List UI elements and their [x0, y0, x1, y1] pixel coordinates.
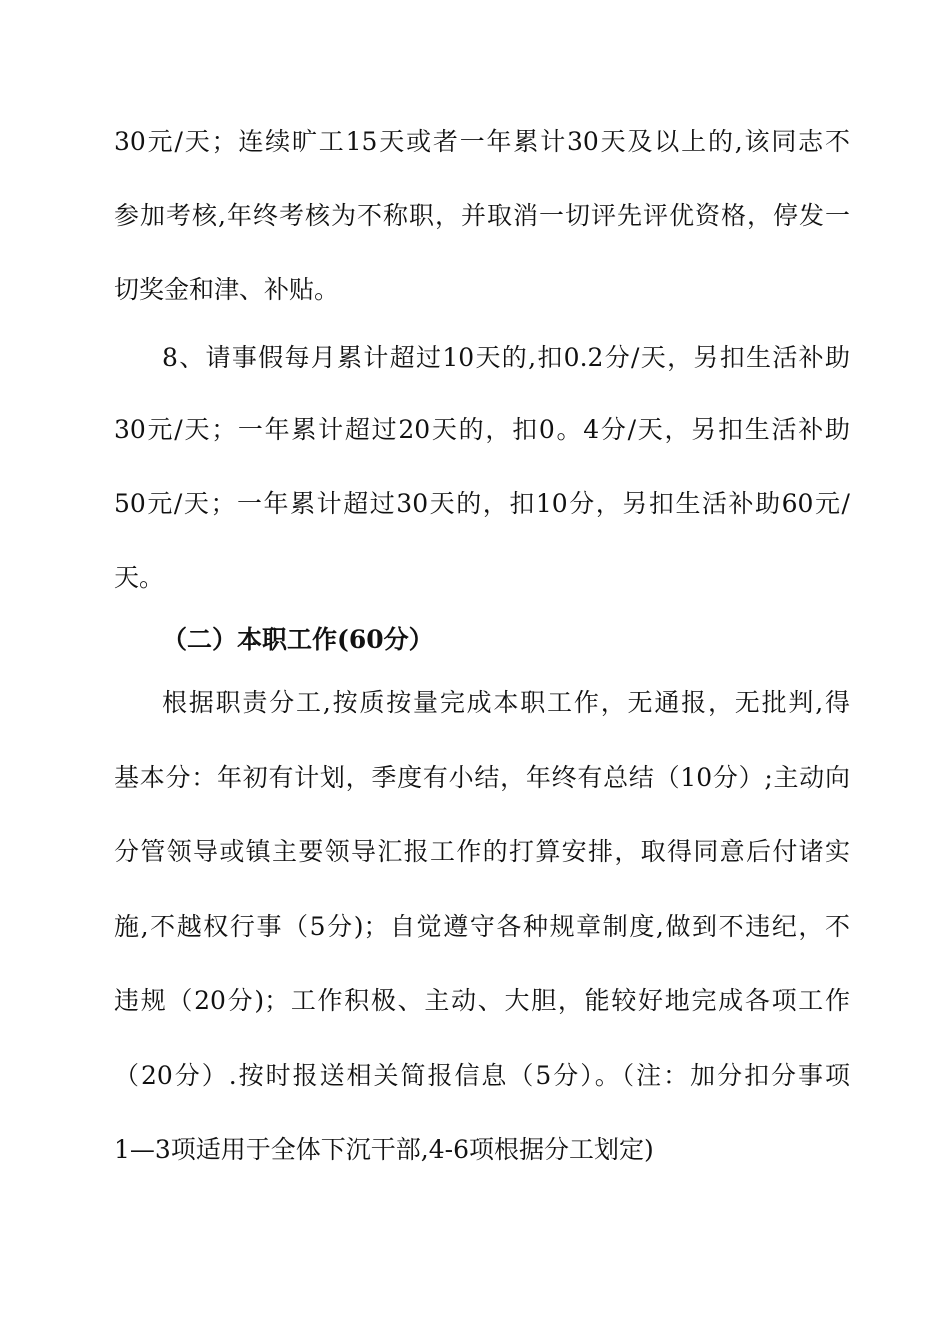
- para2-line-1: 8、请事假每月累计超过10天的,扣0.2分/天，另扣生活补助: [162, 343, 850, 372]
- para2-line-2: 30元/天；一年累计超过20天的，扣0。4分/天，另扣生活补助: [114, 415, 850, 444]
- para1-line-2: 参加考核,年终考核为不称职，并取消一切评先评优资格，停发一: [114, 201, 850, 230]
- para3-line-6: （20分）.按时报送相关简报信息（5分）。（注：加分扣分事项: [114, 1061, 850, 1090]
- para3-line-7: 1—3项适用于全体下沉干部,4-6项根据分工划定): [114, 1135, 654, 1164]
- para3-line-4: 施,不越权行事（5分)；自觉遵守各种规章制度,做到不违纪，不: [114, 912, 850, 941]
- section-heading: （二）本职工作(60分）: [162, 625, 434, 654]
- para3-line-5: 违规（20分)；工作积极、主动、大胆，能较好地完成各项工作: [114, 986, 850, 1015]
- para3-line-3: 分管领导或镇主要领导汇报工作的打算安排，取得同意后付诸实: [114, 837, 850, 866]
- para1-line-1: 30元/天；连续旷工15天或者一年累计30天及以上的,该同志不: [114, 127, 850, 156]
- para3-line-2: 基本分：年初有计划，季度有小结，年终有总结（10分）;主动向: [114, 763, 850, 792]
- para2-line-3: 50元/天；一年累计超过30天的，扣10分，另扣生活补助60元/: [114, 489, 850, 518]
- para3-line-1: 根据职责分工,按质按量完成本职工作，无通报，无批判,得: [162, 688, 850, 717]
- para1-line-3: 切奖金和津、补贴。: [114, 275, 340, 304]
- para2-line-4: 天。: [114, 563, 165, 592]
